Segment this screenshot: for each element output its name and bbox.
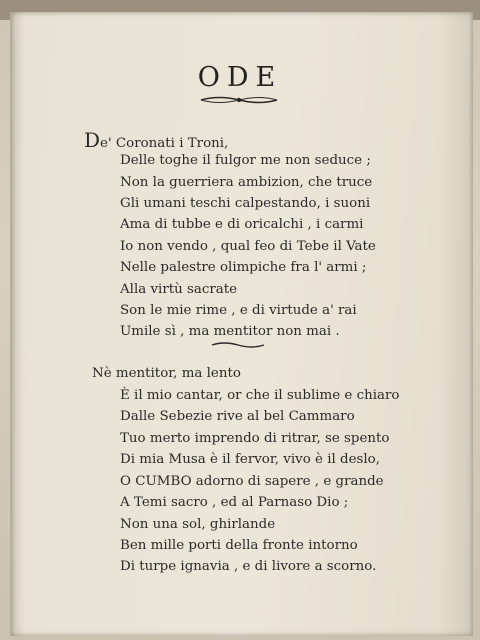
stanza-1-line-9: Son le mie rime , e di virtude a' rai <box>120 303 357 318</box>
page-edge-shadow <box>439 12 473 636</box>
stanza-2-line-6: O CUMBO adorno di sapere , e grande <box>120 474 384 489</box>
stanza-1-line-10: Umile sì , ma mentitor non mai . <box>120 324 340 339</box>
stanza-2-line-7: A Temi sacro , ed al Parnaso Dio ; <box>120 495 349 510</box>
stanza-2-line-8: Non una sol, ghirlande <box>120 517 276 532</box>
stanza-2-line-2: È il mio cantar, or che il sublime e chiaro <box>120 388 400 403</box>
stanza-1-line-2: Delle toghe il fulgor me non seduce ; <box>120 153 371 168</box>
stanza-2-line-9: Ben mille porti della fronte intorno <box>120 538 358 553</box>
title-ornament <box>199 94 279 106</box>
stanza-1-line-7: Nelle palestre olimpiche fra l' armi ; <box>120 260 367 275</box>
line-text: e' Coronati i Troni, <box>100 136 229 151</box>
stanza-1-line-6: Io non vendo , qual feo di Tebe il Vate <box>120 239 376 254</box>
stanza-1-line-4: Gli umani teschi calpestando, i suoni <box>120 196 371 211</box>
page-gutter-shadow <box>11 12 25 636</box>
stanza-2-line-4: Tuo merto imprendo di ritrar, se spento <box>120 431 390 446</box>
stanza-2-line-3: Dalle Sebezie rive al bel Cammaro <box>120 409 355 424</box>
stanza-divider <box>211 341 265 349</box>
stanza-1-line-3: Non la guerriera ambizion, che truce <box>120 175 373 190</box>
page-title: ODE <box>197 62 283 93</box>
stanza-1-line-8: Alla virtù sacrate <box>120 282 238 297</box>
stanza-1-line-1 <box>84 128 229 153</box>
stanza-1-line-5: Ama di tubbe e di oricalchi , i carmi <box>120 217 364 232</box>
stanza-2-line-5: Di mia Musa è il fervor, vivo è il deslo, <box>120 452 380 467</box>
stanza-2-line-1: Nè mentitor, ma lento <box>92 366 241 381</box>
stanza-2-line-10: Di turpe ignavia , e di livore a scorno. <box>120 559 377 574</box>
drop-initial: D <box>84 128 101 152</box>
